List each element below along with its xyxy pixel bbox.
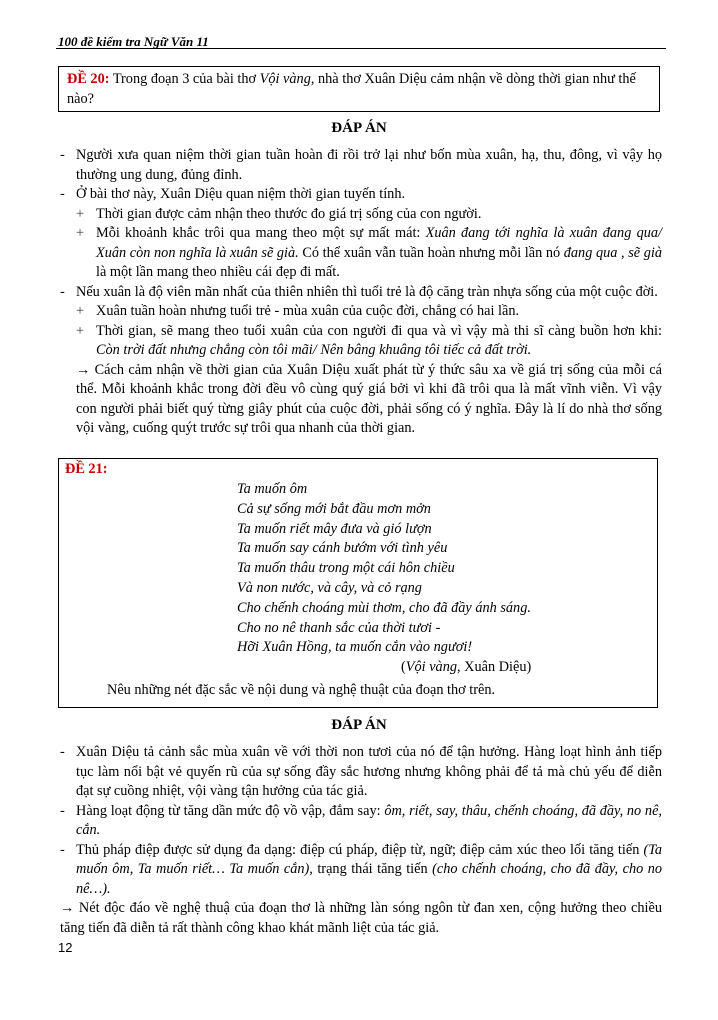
bullet-marker: - (60, 802, 65, 819)
answer-21-title: ĐÁP ÁN (331, 717, 387, 733)
bullet-text: , trạng thái tăng tiến (309, 861, 433, 877)
plus-marker: + (76, 322, 85, 339)
answer-20-bullet-1 (60, 146, 662, 185)
bullet-marker: - (60, 147, 65, 163)
bullet-text: Hàng loạt động từ tăng dần mức độ vồ vập, đắm say: (76, 802, 385, 819)
poem-line: Cho chếnh choáng mùi thơm, cho đã đầy ánh sáng. (237, 599, 531, 616)
question-20-poem-title: Vội vàng (259, 71, 311, 87)
poem-line: Ta muốn thâu trong một cái hôn chiều (237, 560, 455, 577)
answer-21-bullet-1 (60, 743, 662, 802)
poem-line: Và non nước, và cây, và cỏ rạng (237, 579, 422, 596)
sub-text: Thời gian, sẽ mang theo tuổi xuân của con người đi qua và vì vậy mà thi sĩ càng buồn hơn khi: (96, 322, 662, 339)
answer-21-bullet-2 (60, 802, 662, 841)
answer-20-bullet-3 (60, 283, 662, 303)
question-20-label: ĐỀ 20: (67, 71, 110, 87)
poem-line: Ta muốn say cánh bướm với tình yêu (237, 540, 448, 557)
poem-line: Ta muốn riết mây đưa và gió lượn (237, 520, 432, 537)
sub-text: Xuân tuần hoàn nhưng tuổi trẻ - mùa xuân của cuộc đời, chẳng có hai lần. (96, 303, 520, 319)
poem-excerpt (237, 480, 531, 658)
plus-marker: + (76, 205, 85, 222)
answer-20-bullet-2 (60, 185, 662, 205)
sub-text: Thời gian được cảm nhận theo thước đo giá trị sống của con người. (96, 205, 482, 222)
bullet-text: Xuân Diệu tả cảnh sắc mùa xuân về với thời non tươi của nó để tận hưởng. Hàng loạt hình ảnh tiếp tục làm nổi bật vẻ quyến rũ của sự sống đầy sắc hương nhưng không phải để tả mà chủ yếu để diễn đạt sự cuồng nhiệt, vội vàng tận hưởng của tác giả. (76, 744, 662, 799)
bullet-text: Người xưa quan niệm thời gian tuần hoàn đi rồi trở lại như bốn mùa xuân, hạ, thu, đông, vì vậy họ thường ung dung, đủng đỉnh. (76, 147, 662, 183)
answer-21-conclusion: → Nét độc đáo về nghệ thuậ của đoạn thơ là những làn sóng ngôn từ đan xen, cộng hưởng theo chiều tăng tiến đã diễn tả rất thành công khao khát mãnh liệt của tác giả. (60, 900, 662, 936)
bullet-marker: - (60, 186, 65, 202)
running-header: 100 đề kiểm tra Ngữ Văn 11 (58, 34, 209, 49)
sub-text: là một lần mang theo nhiều cái đẹp đi mất. (96, 264, 340, 280)
quote-text: đang qua (563, 244, 618, 261)
plus-marker: + (76, 225, 85, 241)
poem-line: Hỡi Xuân Hồng, ta muốn cắn vào ngươi! (237, 639, 473, 656)
poem-line: Cho no nê thanh sắc của thời tươi - (237, 619, 441, 636)
answer-20-conclusion: → Cách cảm nhận về thời gian của Xuân Diệu xuất phát từ ý thức sâu xa về giá trị sống của mỗi cá thể. Mỗi khoảnh khắc trong đời đều vô cùng quý giá bởi vì khi đã trôi qua là mất vĩnh viễn. Vì vậy con người phải biết quý từng giây phút của cuộc đời, phải sống có ý nghĩa. Đây là lí do nhà thơ sống vội vàng, cuống quýt trước sự trôi qua nhanh của thời gian. (76, 361, 662, 436)
bullet-marker: - (60, 283, 65, 300)
page-number: 12 (58, 940, 73, 955)
sub-text: Mỗi khoảnh khắc trôi qua mang theo một sự mất mát: (96, 225, 426, 241)
answer-20-body (60, 146, 662, 439)
answer-21-body (60, 743, 662, 938)
question-21-label: ĐỀ 21: (65, 461, 108, 477)
sub-text: , (617, 244, 629, 261)
quote-text: (cho chếnh choáng, cho đã đầy, cho no nê…). (76, 861, 663, 897)
quote-text: sẽ già (628, 244, 662, 261)
source-title: Vội vàng (405, 659, 457, 675)
quote-text: Xuân đang tới nghĩa là xuân đang qua/ Xuân còn non nghĩa là xuân sẽ già. (96, 225, 662, 261)
answer-21-bullet-3 (60, 841, 662, 900)
question-21-task: Nêu những nét đặc sắc về nội dung và nghệ thuật của đoạn thơ trên. (107, 682, 496, 698)
poem-source (401, 658, 531, 678)
header-divider (56, 48, 666, 49)
question-20-text-b: , nhà thơ Xuân Diệu cảm nhận về dòng thời gian như thế nào? (67, 71, 636, 107)
source-paren: ( (401, 659, 406, 675)
bullet-text: Ở bài thơ này, Xuân Diệu quan niệm thời gian tuyến tính. (76, 186, 406, 202)
question-20-box (58, 66, 660, 112)
quote-text: Còn trời đất nhưng chẳng còn tôi mãi/ Nên bâng khuâng tôi tiếc cả đất trời. (96, 342, 532, 358)
bullet-text: Nếu xuân là độ viên mãn nhất của thiên nhiên thì tuổi trẻ là độ căng tràn nhựa sống của một cuộc đời. (76, 283, 658, 300)
answer-20-title: ĐÁP ÁN (331, 120, 387, 136)
poem-line: Cả sự sống mới bắt đầu mơn mởn (237, 500, 431, 517)
bullet-text: Thủ pháp điệp được sử dụng đa dạng: điệp cú pháp, điệp từ, ngữ; điệp cảm xúc theo lối tăng tiến (76, 841, 644, 858)
sub-text: Có thể xuân vẫn tuần hoàn nhưng mỗi lần nó (298, 244, 564, 261)
poem-line: Ta muốn ôm (237, 481, 308, 497)
quote-text: ôm, riết, say, thâu, chếnh choáng, đã đầy, no nê, cắn. (76, 802, 662, 838)
quote-text: (Ta muốn ôm, Ta muốn riết… Ta muốn cắn) (76, 841, 662, 877)
answer-20-sub-2 (60, 224, 662, 283)
bullet-marker: - (60, 841, 65, 858)
question-21-box (58, 458, 658, 708)
question-20-text-a: Trong đoạn 3 của bài thơ (109, 71, 260, 87)
answer-20-sub-4 (60, 322, 662, 361)
answer-20-sub-3 (60, 302, 662, 322)
plus-marker: + (76, 303, 85, 319)
answer-20-sub-1 (60, 205, 662, 225)
bullet-marker: - (60, 744, 65, 760)
source-author: , Xuân Diệu) (457, 659, 532, 675)
